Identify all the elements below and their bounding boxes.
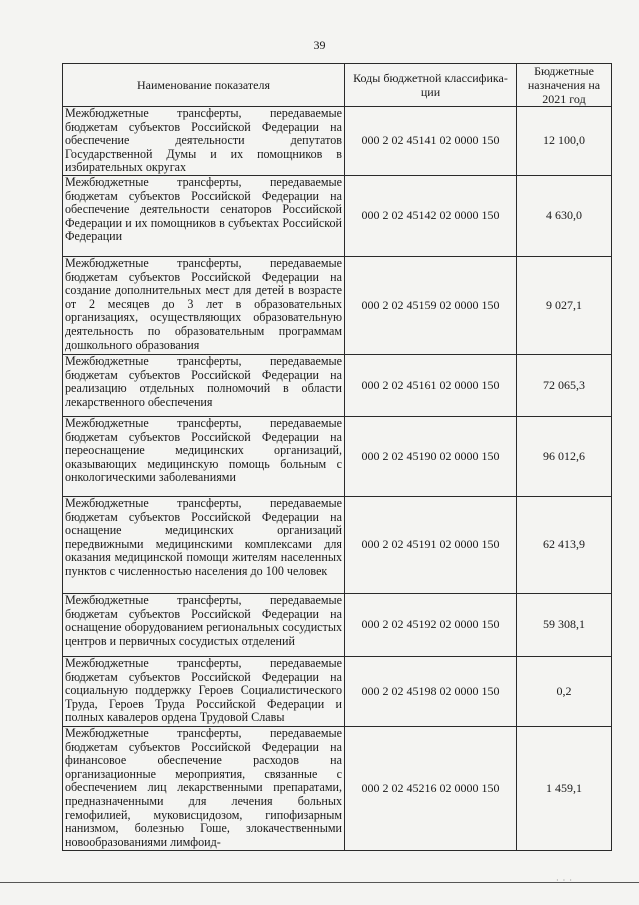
row-name: Межбюджетные трансферты, передаваемые бюджетам субъектов Российской Федерации на переоснащение медицинских организаций, оказывающих медицинскую помощь больным с онкологическими заболеваниями: [63, 416, 345, 496]
row-amount: 1 459,1: [517, 726, 612, 850]
table-row: [63, 656, 612, 726]
row-code: 000 2 02 45141 02 0000 150: [345, 107, 517, 176]
footer-rule: [0, 882, 639, 883]
page-number: 39: [313, 38, 326, 52]
table-row: [63, 256, 612, 354]
budget-table: [62, 63, 612, 851]
row-code: 000 2 02 45159 02 0000 150: [345, 256, 517, 354]
row-name: Межбюджетные трансферты, передаваемые бюджетам субъектов Российской Федерации на реализацию отдельных полномочий в области лекарственного обеспечения: [63, 354, 345, 416]
table-row: [63, 726, 612, 850]
row-amount: 9 027,1: [517, 256, 612, 354]
row-amount: 12 100,0: [517, 107, 612, 176]
row-code: 000 2 02 45142 02 0000 150: [345, 175, 517, 256]
table-body: [63, 107, 612, 851]
table-row: [63, 593, 612, 656]
row-amount: 4 630,0: [517, 175, 612, 256]
row-code: 000 2 02 45191 02 0000 150: [345, 496, 517, 593]
row-code: 000 2 02 45192 02 0000 150: [345, 593, 517, 656]
header-code: Коды бюджетной классифика-ции: [345, 64, 517, 107]
row-name: Межбюджетные трансферты, передаваемые бюджетам субъектов Российской Федерации на оснащение оборудованием региональных сосудистых центров и первичных сосудистых отделений: [63, 593, 345, 656]
row-name: Межбюджетные трансферты, передаваемые бюджетам субъектов Российской Федерации на социальную поддержку Героев Социалистического Труда, Героев Труда Российской Федерации и полных кавалеров ордена Трудовой Славы: [63, 656, 345, 726]
scan-mark: · · ·: [556, 876, 573, 885]
table-row: [63, 496, 612, 593]
row-code: 000 2 02 45190 02 0000 150: [345, 416, 517, 496]
row-name: Межбюджетные трансферты, передаваемые бюджетам субъектов Российской Федерации на обеспечение деятельности сенаторов Российской Федерации и их помощников в субъектах Российской Федерации: [63, 175, 345, 256]
row-name: Межбюджетные трансферты, передаваемые бюджетам субъектов Российской Федерации на создание дополнительных мест для детей в возрасте от 2 месяцев до 3 лет в образовательных организациях, осуществляющих образовательную деятельность по образовательным программам дошкольного образования: [63, 256, 345, 354]
table-row: [63, 175, 612, 256]
table-header: [63, 64, 612, 107]
table-row: [63, 416, 612, 496]
row-name: Межбюджетные трансферты, передаваемые бюджетам субъектов Российской Федерации на обеспечение деятельности депутатов Государственной Думы и их помощников в избирательных округах: [63, 107, 345, 176]
row-code: 000 2 02 45198 02 0000 150: [345, 656, 517, 726]
row-code: 000 2 02 45161 02 0000 150: [345, 354, 517, 416]
row-amount: 72 065,3: [517, 354, 612, 416]
row-amount: 59 308,1: [517, 593, 612, 656]
table-row: [63, 107, 612, 176]
table-row: [63, 354, 612, 416]
row-code: 000 2 02 45216 02 0000 150: [345, 726, 517, 850]
row-name: Межбюджетные трансферты, передаваемые бюджетам субъектов Российской Федерации на оснащение медицинских организаций передвижными медицинскими комплексами для оказания медицинской помощи жителям населенных пунктов с численностью населения до 100 человек: [63, 496, 345, 593]
row-amount: 96 012,6: [517, 416, 612, 496]
header-name: Наименование показателя: [63, 64, 345, 107]
header-amount: Бюджетные назначения на 2021 год: [517, 64, 612, 107]
row-name: Межбюджетные трансферты, передаваемые бюджетам субъектов Российской Федерации на финансовое обеспечение расходов на организационные мероприятия, связанные с обеспечением лиц лекарственными препаратами, предназначенными для лечения больных гемофилией, муковисцидозом, гипофизарным нанизмом, болезнью Гоше, злокачественными новообразованиями лимфоид-: [63, 726, 345, 850]
row-amount: 0,2: [517, 656, 612, 726]
row-amount: 62 413,9: [517, 496, 612, 593]
